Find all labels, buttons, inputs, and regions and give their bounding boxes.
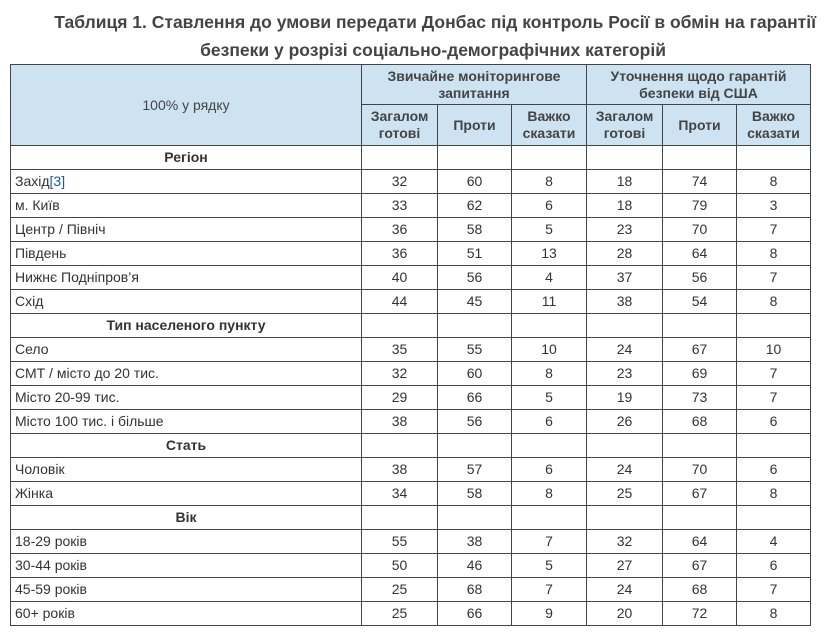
value-cell: 36 [362,242,438,266]
empty-cell [587,506,663,530]
empty-cell [512,506,587,530]
row-label-text: Місто 100 тис. і більше [15,413,164,429]
value-cell: 51 [438,242,512,266]
value-cell: 5 [512,554,587,578]
empty-cell [737,146,811,170]
value-cell: 38 [587,290,663,314]
empty-cell [587,314,663,338]
value-cell: 69 [663,362,737,386]
value-cell: 60 [438,170,512,194]
value-cell: 8 [512,482,587,506]
table-row [11,554,811,578]
category-row [11,314,811,338]
col-header-hard-to-say: Важко сказати [512,105,587,146]
value-cell: 18 [587,194,663,218]
value-cell: 5 [512,386,587,410]
value-cell: 57 [438,458,512,482]
value-cell: 68 [663,578,737,602]
empty-cell [512,314,587,338]
empty-cell [438,146,512,170]
data-table [10,64,811,626]
col-header-against: Проти [438,105,512,146]
table-row [11,458,811,482]
value-cell: 40 [362,266,438,290]
value-cell: 24 [587,578,663,602]
group-header-us-guarantees: Уточнення щодо гарантій безпеки від США [587,65,811,105]
row-label-text: Жінка [15,485,53,501]
empty-cell [438,434,512,458]
value-cell: 60 [438,362,512,386]
value-cell: 56 [438,410,512,434]
row-label-text: 18-29 років [15,533,87,549]
empty-cell [663,314,737,338]
empty-cell [512,146,587,170]
value-cell: 33 [362,194,438,218]
value-cell: 6 [512,194,587,218]
empty-cell [587,146,663,170]
value-cell: 8 [512,170,587,194]
value-cell: 7 [737,386,811,410]
value-cell: 28 [587,242,663,266]
value-cell: 55 [362,530,438,554]
value-cell: 18 [587,170,663,194]
value-cell: 25 [587,482,663,506]
table-row [11,170,811,194]
row-label [11,458,362,482]
value-cell: 64 [663,530,737,554]
table-row [11,530,811,554]
value-cell: 62 [438,194,512,218]
row-label-header: 100% у рядку [11,65,362,146]
value-cell: 6 [512,410,587,434]
row-label-text: Південь [15,245,67,261]
empty-cell [663,146,737,170]
table-row [11,218,811,242]
row-label [11,338,362,362]
empty-cell [362,314,438,338]
value-cell: 7 [737,362,811,386]
value-cell: 6 [737,554,811,578]
value-cell: 32 [362,170,438,194]
value-cell: 3 [737,194,811,218]
row-label [11,554,362,578]
value-cell: 8 [737,482,811,506]
value-cell: 8 [737,602,811,626]
empty-cell [737,434,811,458]
value-cell: 8 [737,242,811,266]
empty-cell [663,506,737,530]
table-row [11,290,811,314]
value-cell: 10 [737,338,811,362]
table-body [11,146,811,626]
empty-cell [737,314,811,338]
value-cell: 38 [362,410,438,434]
value-cell: 67 [663,554,737,578]
value-cell: 54 [663,290,737,314]
value-cell: 25 [362,602,438,626]
value-cell: 67 [663,482,737,506]
value-cell: 4 [737,530,811,554]
category-row [11,506,811,530]
row-label [11,482,362,506]
value-cell: 74 [663,170,737,194]
value-cell: 7 [737,266,811,290]
table-row [11,410,811,434]
value-cell: 58 [438,482,512,506]
value-cell: 70 [663,218,737,242]
value-cell: 50 [362,554,438,578]
value-cell: 8 [737,170,811,194]
value-cell: 66 [438,602,512,626]
table-row [11,482,811,506]
value-cell: 6 [512,458,587,482]
value-cell: 7 [512,530,587,554]
row-label-text: 30-44 років [15,557,87,573]
row-label [11,410,362,434]
table-row [11,242,811,266]
category-label: Тип населеного пункту [11,314,362,338]
empty-cell [362,506,438,530]
value-cell: 23 [587,218,663,242]
row-label [11,578,362,602]
value-cell: 68 [438,578,512,602]
value-cell: 73 [663,386,737,410]
value-cell: 34 [362,482,438,506]
row-label [11,290,362,314]
value-cell: 4 [512,266,587,290]
table-row [11,578,811,602]
table-row [11,338,811,362]
value-cell: 8 [737,290,811,314]
value-cell: 7 [512,578,587,602]
value-cell: 7 [737,218,811,242]
empty-cell [587,434,663,458]
col-header-ready: Загалом готові [362,105,438,146]
row-label [11,170,362,194]
value-cell: 6 [737,410,811,434]
group-header-monitoring: Звичайне моніторингове запитання [362,65,587,105]
value-cell: 36 [362,218,438,242]
value-cell: 32 [362,362,438,386]
value-cell: 29 [362,386,438,410]
value-cell: 23 [587,362,663,386]
value-cell: 35 [362,338,438,362]
value-cell: 13 [512,242,587,266]
value-cell: 5 [512,218,587,242]
footnote-link[interactable]: [3] [49,173,66,189]
value-cell: 6 [737,458,811,482]
row-label-text: 45-59 років [15,581,87,597]
value-cell: 64 [663,242,737,266]
table-title-line-1: Таблиця 1. Ставлення до умови передати Донбас під контроль Росії в обмін на гарантії [54,12,816,32]
category-label: Стать [11,434,362,458]
value-cell: 66 [438,386,512,410]
value-cell: 25 [362,578,438,602]
table-row [11,386,811,410]
row-label [11,362,362,386]
row-label-text: СМТ / місто до 20 тис. [15,365,159,381]
value-cell: 37 [587,266,663,290]
row-label [11,602,362,626]
value-cell: 70 [663,458,737,482]
value-cell: 79 [663,194,737,218]
row-label-text: Центр / Північ [15,221,106,237]
empty-cell [663,434,737,458]
empty-cell [737,506,811,530]
value-cell: 72 [663,602,737,626]
empty-cell [362,434,438,458]
row-label-text: Схід [15,293,44,309]
value-cell: 7 [737,578,811,602]
empty-cell [438,314,512,338]
value-cell: 9 [512,602,587,626]
row-label-text: Нижнє Подніпров’я [15,269,139,285]
row-label-text: Місто 20-99 тис. [15,389,120,405]
col-header-ready: Загалом готові [587,105,663,146]
value-cell: 20 [587,602,663,626]
category-row [11,434,811,458]
table-row [11,602,811,626]
value-cell: 58 [438,218,512,242]
row-label [11,266,362,290]
category-label: Вік [11,506,362,530]
value-cell: 55 [438,338,512,362]
row-label-text: Село [15,341,49,357]
row-label-text: 60+ років [15,605,75,621]
value-cell: 10 [512,338,587,362]
row-label [11,530,362,554]
value-cell: 68 [663,410,737,434]
col-header-against: Проти [663,105,737,146]
value-cell: 38 [362,458,438,482]
empty-cell [438,506,512,530]
value-cell: 56 [438,266,512,290]
value-cell: 26 [587,410,663,434]
row-label-text: м. Київ [15,197,60,213]
value-cell: 32 [587,530,663,554]
table-title [0,8,816,64]
category-row [11,146,811,170]
value-cell: 8 [512,362,587,386]
value-cell: 44 [362,290,438,314]
value-cell: 46 [438,554,512,578]
value-cell: 56 [663,266,737,290]
row-label-text: Захід [15,173,50,189]
table-row [11,362,811,386]
value-cell: 19 [587,386,663,410]
value-cell: 27 [587,554,663,578]
table-row [11,266,811,290]
value-cell: 38 [438,530,512,554]
value-cell: 11 [512,290,587,314]
empty-cell [512,434,587,458]
col-header-hard-to-say: Важко сказати [737,105,811,146]
table-row [11,194,811,218]
category-label: Регіон [11,146,362,170]
row-label [11,194,362,218]
value-cell: 24 [587,338,663,362]
value-cell: 45 [438,290,512,314]
value-cell: 24 [587,458,663,482]
table-title-line-2: безпеки у розрізі соціально-демографічних категорій [200,40,666,60]
row-label [11,218,362,242]
empty-cell [362,146,438,170]
row-label-text: Чоловік [15,461,65,477]
row-label [11,386,362,410]
value-cell: 67 [663,338,737,362]
row-label [11,242,362,266]
